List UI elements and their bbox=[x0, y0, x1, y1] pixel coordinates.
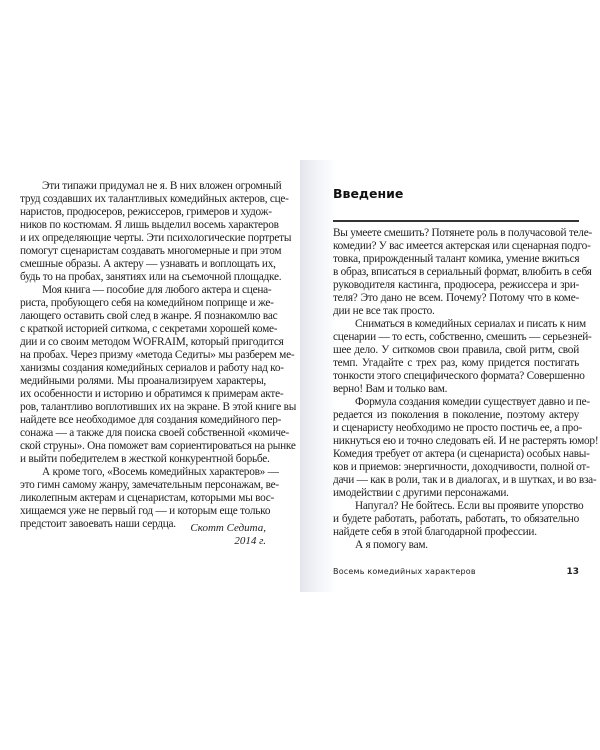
text-line: комедии? У вас имеется актерская или сценарная подго- bbox=[333, 240, 591, 252]
text-line: Моя книга — пособие для любого актера и сцена- bbox=[42, 284, 272, 296]
text-line: товка, прирожденный талант комика, умение вжиться bbox=[333, 253, 580, 265]
text-line: риста, пробующего себя на комедийном поприще и же- bbox=[20, 297, 274, 309]
text-line: найдете себя в этой благодарной профессии. bbox=[333, 526, 537, 538]
text-line: дачи — как в роли, так и в диалогах, и в шутках, и во вза- bbox=[333, 474, 597, 486]
text-line: имодействии с другими персонажами. bbox=[333, 487, 509, 499]
text-line: ков и приемов: энергичности, доходчивости, полной от- bbox=[333, 461, 590, 473]
text-line: Вы умеете смешить? Потянете роль в получасовой теле- bbox=[333, 227, 592, 239]
text-line: ров, талантливо воплотивших их на экране. В этой книге вы bbox=[20, 401, 297, 413]
text-line: Сниматься в комедийных сериалах и писать к ним bbox=[355, 318, 586, 330]
text-line: и их определяющие черты. Эти психологические портреты bbox=[20, 232, 292, 244]
text-line: сценарии — то есть, собственно, смешить — серьезней- bbox=[333, 331, 592, 343]
text-line: предстоит завоевать наши сердца. bbox=[20, 518, 176, 530]
text-line: Эти типажи придумал не я. В них вложен огромный bbox=[42, 180, 282, 192]
heading-rule bbox=[333, 220, 579, 222]
text-line: ханизмы создания комедийных сериалов и работу над ко- bbox=[20, 362, 284, 374]
text-line: на пробах. Через призму «метода Седиты» мы разберем ме- bbox=[20, 349, 295, 361]
text-line: хищаемся уже не первый год — и которым еще только bbox=[20, 505, 271, 517]
right-page bbox=[300, 160, 600, 592]
text-line: руководителя кастинга, продюсера, режиссера и зри- bbox=[333, 279, 579, 291]
signature-name: Скотт Седита, bbox=[190, 522, 266, 534]
text-line: и выйти победителем в жесткой конкурентной борьбе. bbox=[20, 453, 270, 465]
left-page-body-text bbox=[20, 180, 297, 531]
right-page-body-text bbox=[333, 227, 599, 552]
text-line: А кроме того, «Восемь комедийных характеров» — bbox=[42, 466, 279, 478]
text-line: теля? Это дано не всем. Почему? Потому что в коме- bbox=[333, 292, 579, 304]
running-footer-title: Восемь комедийных характеров bbox=[333, 567, 476, 576]
text-line: ликолепным актерам и сценаристам, которыми мы вос- bbox=[20, 492, 275, 504]
text-line: дии не все так просто. bbox=[333, 305, 435, 317]
text-line: будь то на пробах, занятиях или на съемочной площадке. bbox=[20, 271, 282, 283]
text-line: ников по костюмам. Я лишь выделил восемь характеров bbox=[20, 219, 279, 231]
left-page bbox=[0, 160, 300, 592]
text-line: Напугал? Не бойтесь. Если вы проявите упорство bbox=[355, 500, 584, 512]
text-line: лающего оставить свой след в жанре. Я познакомлю вас bbox=[20, 310, 278, 322]
text-line: сонажа — а также для поиска своей собственной «комиче- bbox=[20, 427, 290, 439]
text-line: А я помогу вам. bbox=[355, 539, 428, 551]
text-line: наристов, продюсеров, режиссеров, гримеров и худож- bbox=[20, 206, 272, 218]
text-line: смешные образы. А актеру — узнавать и воплощать их, bbox=[20, 258, 276, 270]
text-line: с краткой историей ситкома, с секретами хорошей коме- bbox=[20, 323, 278, 335]
signature-year: 2014 г. bbox=[234, 535, 266, 547]
text-line: верно! Вам и только вам. bbox=[333, 383, 448, 395]
text-line: тонкости этого специфического формата? Совершенно bbox=[333, 370, 585, 382]
text-line: найдете все необходимое для создания комедийного пер- bbox=[20, 414, 282, 426]
text-line: дии и со своим методом WOFRAIM, который пригодится bbox=[20, 336, 284, 348]
text-line: ской струны». Она поможет вам сориентироваться на рынке bbox=[20, 440, 296, 452]
text-line: и будете работать, работать, работать, то обязательно bbox=[333, 513, 579, 525]
text-line: медийными ролями. Мы проанализируем характеры, bbox=[20, 375, 266, 387]
text-line: это гимн самому жанру, замечательным персонажам, ве- bbox=[20, 479, 279, 491]
text-line: помогут сценаристам создавать многомерные и при этом bbox=[20, 245, 282, 257]
text-line: труд создавших их талантливых комедийных актеров, сце- bbox=[20, 193, 289, 205]
text-line: редается из поколения в поколение, поэтому актеру bbox=[333, 409, 579, 421]
text-line: Комедия требует от актера (и сценариста) особых навы- bbox=[333, 448, 590, 460]
text-line: и сценаристу необходимо не просто постичь ее, а про- bbox=[333, 422, 582, 434]
text-line: шее дело. У ситкомов свои правила, свой ритм, свой bbox=[333, 344, 579, 356]
text-line: никнуться ею и точно следовать ей. И не растерять юмор! bbox=[333, 435, 599, 447]
text-line: темп. Угадайте с трех раз, кому придется постигать bbox=[333, 357, 579, 369]
text-line: в образ, вписаться в сериальный формат, влюбить в себя bbox=[333, 266, 592, 278]
page-number: 13 bbox=[566, 567, 579, 577]
text-line: их особенности и историю и обратимся к примерам акте- bbox=[20, 388, 284, 400]
text-line: Формула создания комедии существует давно и пе- bbox=[355, 396, 590, 408]
chapter-heading: Введение bbox=[333, 186, 404, 201]
